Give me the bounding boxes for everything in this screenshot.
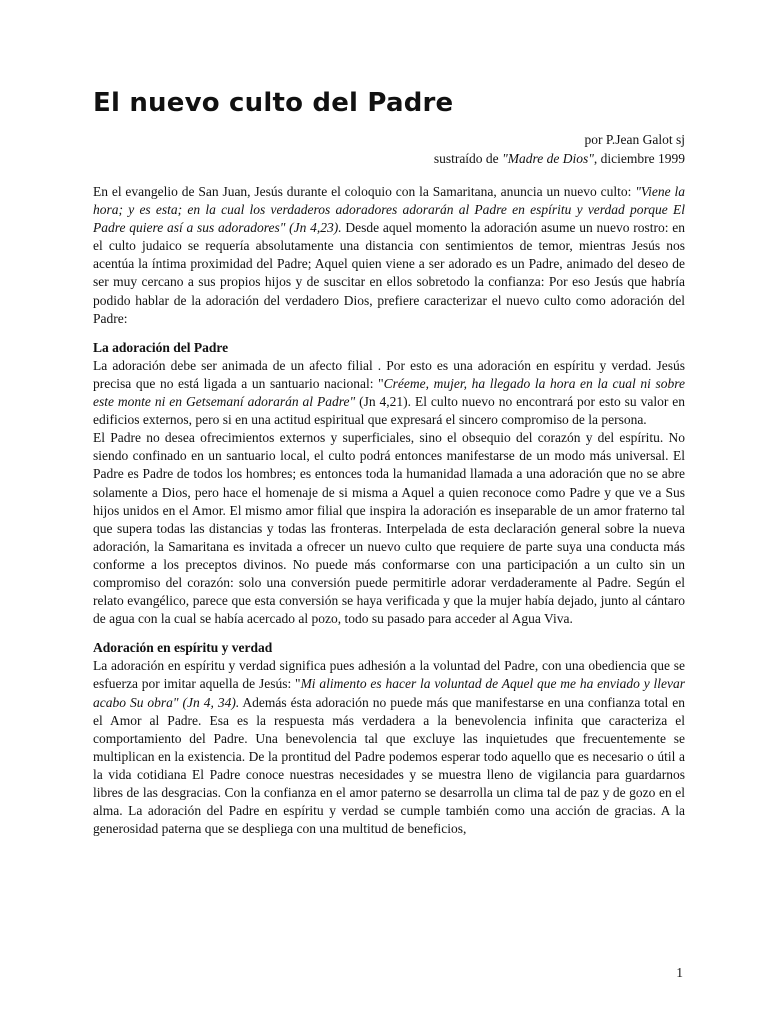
section1-p1-quote: Créeme, mujer, ha llegado la hora en la cual ni sobre este monte ni en Getsemaní adorarán al Padre"	[93, 375, 685, 410]
section2-p1-quote: Mi alimento es hacer la voluntad de Aquel que me ha enviado y llevar acabo Su obra" (Jn 4, 34).	[93, 676, 686, 710]
intro-text-1: En el evangelio de San Juan, Jesús durante el coloquio con la Samaritana, anuncia un nuevo culto:	[93, 184, 636, 199]
source-suffix: , diciembre 1999	[593, 151, 685, 166]
section1-paragraph-2: El Padre no desea ofrecimientos externos y superficiales, sino el obsequio del corazón y del espíritu. No siendo confinado en un santuario local, el culto podrá entonces manifestarse de un modo más universal. El Padre es Padre de todos los hombres; es entonces toda la humanidad llamada a una adoración que no se abre solamente a Dios, pero hace el homenaje de si misma a Aquel a quien reconoce como Padre y que ve a Sus hijos unidos en el Amor. El mismo amor filial que inspira la adoración es inseparable de un amor fraterno tal que supera todas las distancias y todas las fronteras. Interpelada de esta declaración general sobre la nueva adoración, la Samaritana es invitada a ofrecer un nuevo culto que requiere de parte suya una conducta más conforme a los preceptos divinos. No puede más conformarse con una participación a un culto sin un compromiso del corazón: solo una conversión puede permitirle adorar verdaderamente al Padre. Según el relato evangélico, parece que esta conversión se haya verificada y que la mujer había dejado, junto al cántaro de agua con la cual se había acercado al pozo, todo su pasado para acceder al Agua Viva.	[93, 430, 685, 627]
section-heading-adoracion-del-padre: La adoración del Padre	[93, 339, 229, 355]
intro-paragraph	[93, 183, 685, 328]
document-page	[93, 88, 685, 838]
intro-text-2: Desde aquel momento la adoración asume un nuevo rostro: en el culto judaico se requería absolutamente una distancia con sentimientos de temor, mientras Jesús nos acentúa la íntima proximidad del Padre; Aquel quien viene a ser adorado es un Padre, animado del deseo de ser muy cercano a sus propios hijos y de suscitar en ellos sobretodo la confianza: Por eso Jesús que habría podido hablar de la adoración del verdadero Dios, prefiere caracterizar el nuevo culto como adoración del Padre:	[93, 220, 685, 326]
page-number: 1	[676, 965, 683, 980]
section2-p1-text-2: Además ésta adoración no puede más que manifestarse en una confianza total en el Amor al Padre. Esa es la respuesta más verdadera a la benevolencia infinita que caracteriza el comportamiento del Padre. Una benevolencia tal que excluye las inquietudes que frecuentemente se multiplican en la existencia. De la prontitud del Padre podemos esperar todo aquello que es necesario o útil a la vida cotidiana El Padre conoce nuestras necesidades y se muestra lleno de vigilancia para guardarnos libres de las desgracias. Con la confianza en el amor paterno se desarrolla un clima tal de paz y de gozo en el alma. La adoración del Padre en espíritu y verdad se cumple también como una acción de gracias. A la generosidad paterna que se despliega con una multitud de beneficios,	[93, 694, 686, 837]
section1-paragraph-1	[93, 357, 685, 429]
document-title: El nuevo culto del Padre	[93, 88, 454, 118]
section1-p1-text-1: La adoración debe ser animada de un afecto filial . Por esto es una adoración en espíritu y verdad. Jesús precisa que no está ligada a un santuario nacional: "	[93, 357, 685, 391]
byline	[93, 130, 685, 168]
section2-p1-text-1: La adoración en espíritu y verdad significa pues adhesión a la voluntad del Padre, con una obediencia que se esfuerza por imitar aquella de Jesús: "	[93, 658, 685, 692]
section-heading-espiritu-y-verdad: Adoración en espíritu y verdad	[93, 640, 273, 656]
document-body	[93, 183, 685, 838]
intro-quote: "Viene la hora; y es esta; en la cual los verdaderos adoradores adorarán al Padre en espíritu y verdad porque El Padre quiere así a sus adoradores" (Jn 4,23).	[93, 184, 685, 236]
author-line: por P.Jean Galot sj	[584, 132, 685, 147]
section2-paragraph-1	[93, 657, 685, 838]
source-line	[93, 149, 685, 168]
source-work: "Madre de Dios"	[502, 151, 594, 166]
section1-p1-text-2: (Jn 4,21). El culto nuevo no encontrará por esto su valor en edificios externos, pero si en una actitud espiritual que expresará el sincero compromiso de la persona.	[93, 394, 685, 428]
source-prefix: sustraído de	[433, 151, 503, 166]
